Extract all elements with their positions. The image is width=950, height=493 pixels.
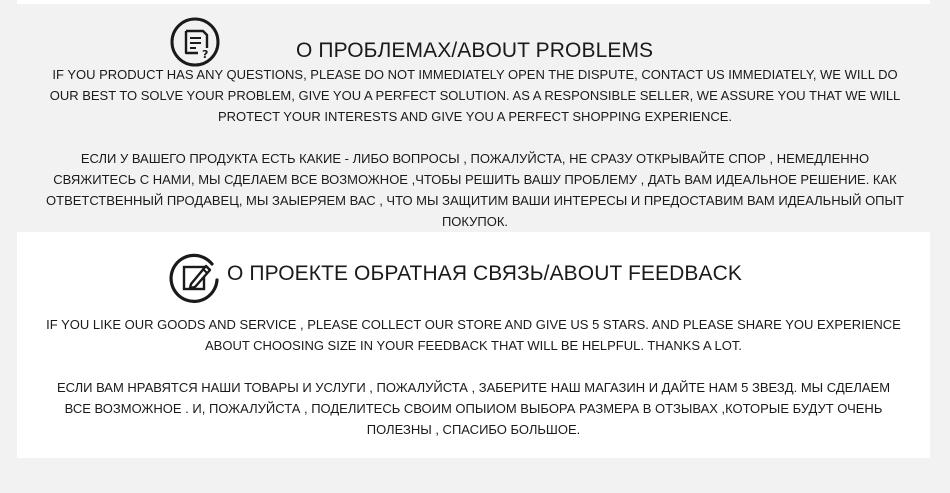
feedback-heading-row [227, 262, 742, 286]
edit-pencil-icon [168, 250, 222, 304]
document-question-icon [169, 16, 221, 68]
feedback-paragraph-en: IF YOU LIKE OUR GOODS AND SERVICE , PLEASE COLLECT OUR STORE AND GIVE US 5 STARS. AND PLEASE SHARE YOU EXPERIENCE ABOUT CHOOSING SIZE IN YOUR FEEDBACK THAT WILL BE HELPFUL. THANKS A LOT. [46, 317, 901, 353]
feedback-heading: О ПРОЕКТЕ ОБРАТНАЯ СВЯЗЬ/ABOUT FEEDBACK [227, 262, 742, 285]
problems-paragraph-ru: ЕСЛИ У ВАШЕГО ПРОДУКТА ЕСТЬ КАКИЕ - ЛИБО ВОПРОСЫ , ПОЖАЛУЙСТА, НЕ СРАЗУ ОТКРЫВАЙТЕ СПОР , НЕМЕДЛЕННО СВЯЖИТЕСЬ С НАМИ, МЫ СДЕЛАЕМ ВСЕ ВОЗМОЖНОЕ ,ЧТОБЫ РЕШИТЬ ВАШУ ПРОБЛЕМУ , ДАТЬ ВАМ ИДЕАЛЬНОЕ РЕШЕНИЕ. КАК ОТВЕТСТВЕННЫЙ ПРОДАВЕЦ, МЫ ЗАЫЕРЯЕМ ВАС , ЧТО МЫ ЗАЩИТИМ ВАШИ ИНТЕРЕСЫ И ПРЕДОСТАВИМ ВАМ ИДЕАЛЬНЫЙ ОПЫТ ПОКУПОК. [46, 151, 904, 229]
feedback-section [17, 232, 930, 458]
feedback-paragraph-ru: ЕСЛИ ВАМ НРАВЯТСЯ НАШИ ТОВАРЫ И УСЛУГИ , ПОЖАЛУЙСТА , ЗАБЕРИТЕ НАШ МАГАЗИН И ДАЙТЕ НАМ 5 ЗВЕЗД. МЫ СДЕЛАЕМ ВСЕ ВОЗМОЖНОЕ . И, ПОЖАЛУЙСТА , ПОДЕЛИТЕСЬ СВОИМ ОПЫИОМ ВЫБОРА РАЗМЕРА В ОТЗЫВАХ ,КОТОРЫЕ БУДУТ ОЧЕНЬ ПОЛЕЗНЫ , СПАСИБО БОЛЬШОЕ. [56, 380, 891, 437]
problems-paragraph-en: IF YOU PRODUCT HAS ANY QUESTIONS, PLEASE DO NOT IMMEDIATELY OPEN THE DISPUTE, CONTACT US IMMEDIATELY, WE WILL DO OUR BEST TO SOLVE YOUR PROBLEM, GIVE YOU A PERFECT SOLUTION. AS A RESPONSIBLE SELLER, WE ASSURE YOU THAT WE WILL PROTECT YOUR INTERESTS AND GIVE YOU A PERFECT SHOPPING EXPERIENCE. [49, 67, 901, 124]
problems-section [0, 4, 950, 232]
problems-heading: О ПРОБЛЕМАХ/ABOUT PROBLEMS [296, 39, 654, 62]
svg-text:?: ? [202, 48, 209, 61]
problems-heading-row [296, 39, 653, 63]
